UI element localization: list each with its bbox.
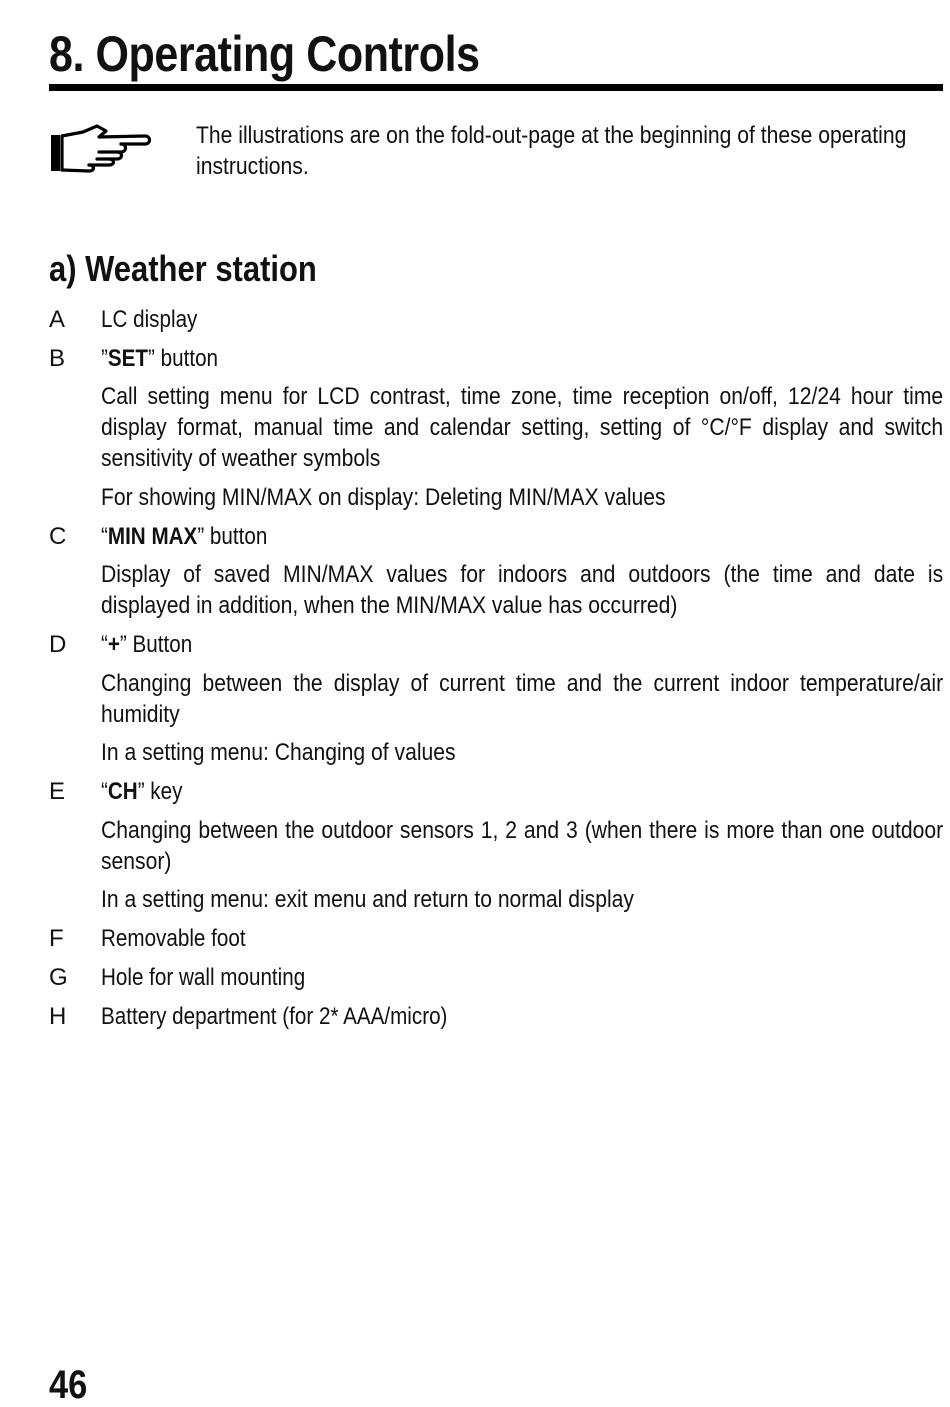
item-label-suffix: LC display bbox=[101, 306, 198, 333]
section-title bbox=[49, 248, 360, 290]
item-letter: F bbox=[49, 925, 64, 952]
item-description-text: Call setting menu for LCD contrast, time zone, time reception on/off, 12/24 hour time display format, manual time and calendar setting, setting of °C/°F display and switch sensitivity of weather symbols bbox=[101, 383, 944, 472]
note-text: The illustrations are on the fold-out-page at the beginning of these operating instructions. bbox=[196, 122, 907, 180]
item-label-suffix: ” button bbox=[197, 523, 268, 550]
item-description-text: Display of saved MIN/MAX values for indoors and outdoors (the time and date is displayed in addition, when the MIN/MAX value has occurred) bbox=[101, 561, 944, 619]
pointing-hand-icon bbox=[49, 122, 153, 178]
item-letter: E bbox=[49, 778, 66, 805]
item-letter: D bbox=[49, 631, 67, 658]
item-label bbox=[101, 343, 237, 374]
item-label-suffix: Battery department (for 2* AAA/micro) bbox=[101, 1003, 448, 1030]
item-description-text: For showing MIN/MAX on display: Deleting MIN/MAX values bbox=[101, 484, 666, 511]
item-label-key: CH bbox=[107, 778, 138, 805]
item-description bbox=[101, 815, 943, 877]
item-label bbox=[101, 629, 207, 660]
item-label bbox=[101, 304, 213, 335]
item-label bbox=[101, 923, 269, 954]
item-label-key: SET bbox=[107, 345, 149, 372]
item-description bbox=[101, 381, 943, 474]
item-label bbox=[101, 962, 338, 993]
item-letter: C bbox=[49, 523, 67, 550]
item-description bbox=[101, 884, 943, 915]
item-description-text: In a setting menu: exit menu and return to normal display bbox=[101, 886, 634, 913]
item-description bbox=[101, 737, 943, 768]
item-letter: A bbox=[49, 306, 66, 333]
item-label-suffix: ” button bbox=[148, 345, 219, 372]
item-label-prefix: “ bbox=[101, 631, 108, 658]
item-label-prefix: “ bbox=[101, 778, 108, 805]
item-description bbox=[101, 668, 943, 730]
item-label-prefix: “ bbox=[101, 523, 108, 550]
item-label-suffix: Hole for wall mounting bbox=[101, 964, 306, 991]
item-label-prefix: ” bbox=[101, 345, 108, 372]
item-label-suffix: ” Button bbox=[119, 631, 193, 658]
heading-rule bbox=[49, 84, 943, 91]
page-heading-text: 8. Operating Controls bbox=[49, 26, 480, 82]
item-label bbox=[101, 521, 294, 552]
item-letter: G bbox=[49, 964, 68, 991]
page-number bbox=[49, 1363, 94, 1407]
item-description bbox=[101, 482, 943, 513]
page-number-text: 46 bbox=[49, 1363, 88, 1407]
item-description-text: Changing between the outdoor sensors 1, 2 and 3 (when there is more than one outdoor sensor) bbox=[101, 817, 944, 875]
item-letter: H bbox=[49, 1003, 67, 1030]
item-description bbox=[101, 559, 943, 621]
section-title-text: a) Weather station bbox=[49, 248, 317, 289]
item-label bbox=[101, 776, 196, 807]
item-label-suffix: Removable foot bbox=[101, 925, 246, 952]
page-heading bbox=[49, 26, 550, 82]
item-label-key: MIN MAX bbox=[107, 523, 198, 550]
item-label-suffix: ” key bbox=[137, 778, 183, 805]
item-label bbox=[101, 1001, 504, 1032]
item-label-key: + bbox=[107, 631, 120, 658]
item-description-text: Changing between the display of current time and the current indoor temperature/air humidity bbox=[101, 670, 944, 728]
item-description-text: In a setting menu: Changing of values bbox=[101, 739, 456, 766]
item-letter: B bbox=[49, 345, 66, 372]
